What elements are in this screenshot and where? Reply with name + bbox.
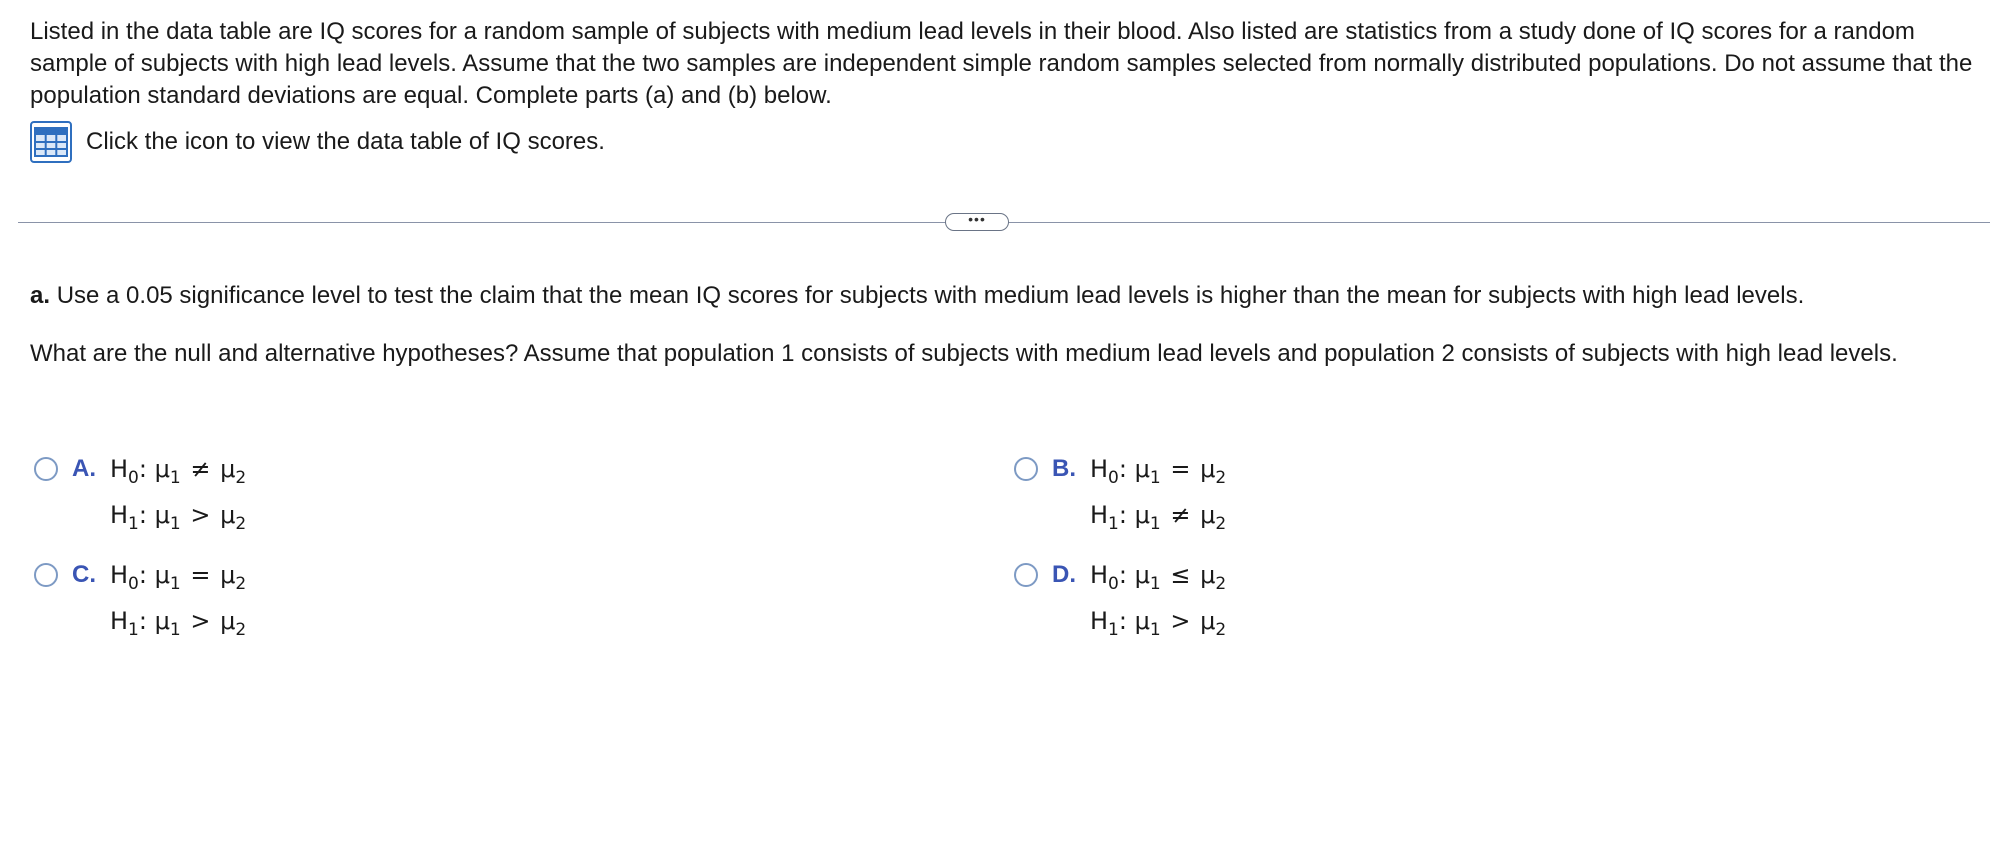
choice-d[interactable] [1014,559,1226,644]
null-hypothesis: $H_0$: $\mu_1 \ne \mu_2$ [110,455,247,488]
choice-b-radio[interactable] [1014,457,1038,481]
choice-c-hypotheses [110,552,246,644]
null-hypothesis: $H_0$: $\mu_1 = \mu_2$ [1090,455,1227,488]
choice-b-hypotheses [1090,446,1226,538]
choice-c-letter: C. [72,561,96,588]
choice-d-hypotheses [1090,552,1226,644]
data-table-link[interactable] [30,120,605,164]
table-icon[interactable] [30,121,72,163]
alternative-hypothesis: $H_1$: $\mu_1 > \mu_2$ [1090,607,1227,640]
expand-ellipsis-button[interactable]: ••• [945,213,1009,231]
choice-c-radio[interactable] [34,563,58,587]
choice-a-radio[interactable] [34,457,58,481]
alternative-hypothesis: $H_1$: $\mu_1 > \mu_2$ [110,607,247,640]
problem-intro: Listed in the data table are IQ scores for a random sample of subjects with medium lead levels in their blood. Also listed are statistics from a study done of IQ scores for a random sample of subjects with high lead levels. Assume that the two samples are independent simple random samples selected from normally distributed populations. Do not assume that the population standard deviations are equal. Complete parts (a) and (b) below. [30,18,1973,109]
choice-a[interactable] [34,453,246,538]
choice-b-letter: B. [1052,455,1076,482]
alternative-hypothesis: $H_1$: $\mu_1 > \mu_2$ [110,501,247,534]
part-a-text: Use a 0.05 significance level to test the claim that the mean IQ scores for subjects with medium lead levels is higher than the mean for subjects with high lead levels. [56,282,1805,309]
choice-a-letter: A. [72,455,96,482]
part-a-question [30,280,1990,312]
choice-c[interactable] [34,559,246,644]
alternative-hypothesis: $H_1$: $\mu_1 \ne \mu_2$ [1090,501,1227,534]
hypotheses-prompt: What are the null and alternative hypotheses? Assume that population 1 consists of subjects with medium lead levels and population 2 consists of subjects with high lead levels. [30,340,1898,367]
choice-d-radio[interactable] [1014,563,1038,587]
choice-b[interactable] [1014,453,1226,538]
part-a-label: a. [30,282,51,309]
choice-a-hypotheses [110,446,246,538]
choice-d-letter: D. [1052,561,1076,588]
null-hypothesis: $H_0$: $\mu_1 \le \mu_2$ [1090,561,1227,594]
null-hypothesis: $H_0$: $\mu_1 = \mu_2$ [110,561,247,594]
data-table-link-label[interactable]: Click the icon to view the data table of IQ scores. [86,128,605,155]
